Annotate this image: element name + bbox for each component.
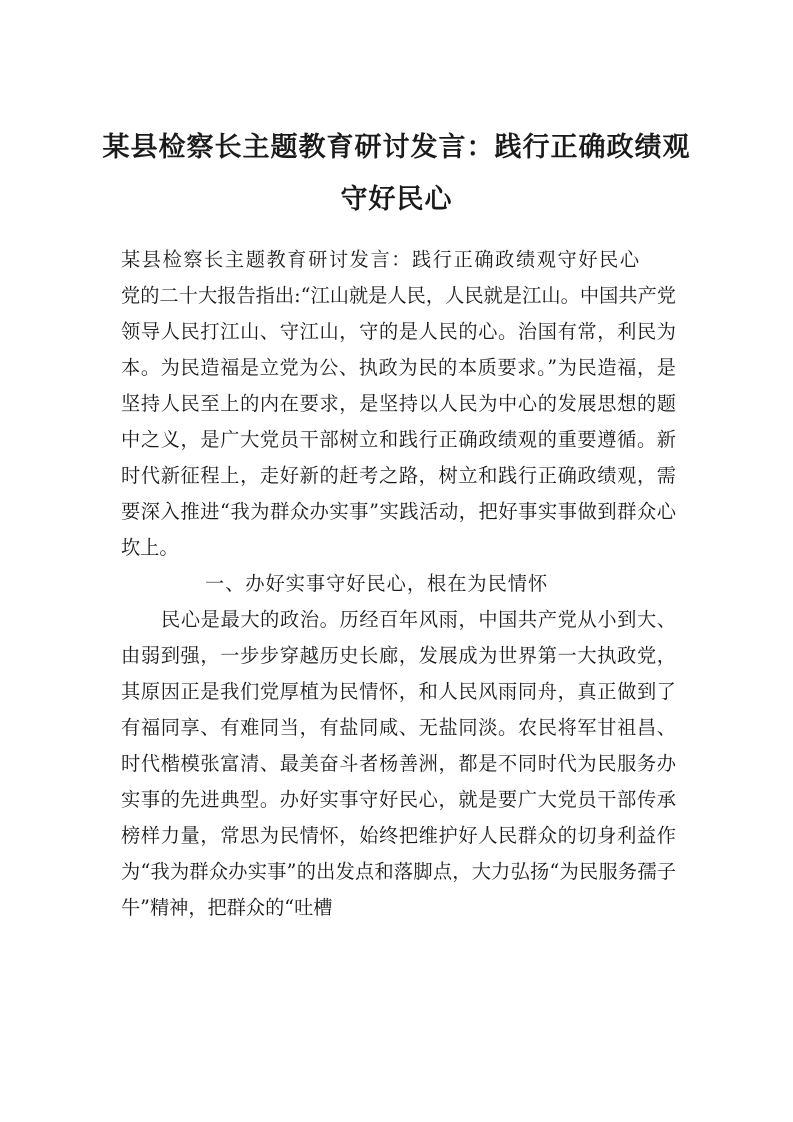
- section-paragraph-1: 民心是最大的政治。历经百年风雨，中国共产党从小到大、由弱到强，一步步穿越历史长廊，发展成为世界第一大执政党，其原因正是我们党厚植为民情怀，和人民风雨同舟，真正做到了有福同享、有难同当，有盐同咸、无盐同淡。农民将军甘祖昌、时代楷模张富清、最美奋斗者杨善洲，都是不同时代为民服务办实事的先进典型。办好实事守好民心，就是要广大党员干部传承榜样力量，常思为民情怀，始终把维护好人民群众的切身利益作为“我为群众办实事”的出发点和落脚点，大力弘扬“为民服务孺子牛”精神，把群众的“吐槽: [121, 608, 676, 919]
- section-heading-1: 一、办好实事守好民心，根在为民情怀: [205, 572, 549, 595]
- document-body: [121, 242, 676, 926]
- intro-paragraph: 党的二十大报告指出:“江山就是人民，人民就是江山。中国共产党领导人民打江山、守江山，守的是人民的心。治国有常，利民为本。为民造福是立党为公、执政为民的本质要求。”为民造福，是坚持人民至上的内在要求，是坚持以人民为中心的发展思想的题中之义，是广大党员干部树立和践行正确政绩观的重要遵循。新时代新征程上，走好新的赶考之路，树立和践行正确政绩观，需要深入推进“我为群众办实事”实践活动，把好事实事做到群众心坎上。: [121, 284, 676, 559]
- title-repeat-line: 某县检察长主题教育研讨发言：践行正确政绩观守好民心: [121, 248, 641, 271]
- document-title: 某县检察长主题教育研讨发言：践行正确政绩观守好民心: [102, 132, 691, 215]
